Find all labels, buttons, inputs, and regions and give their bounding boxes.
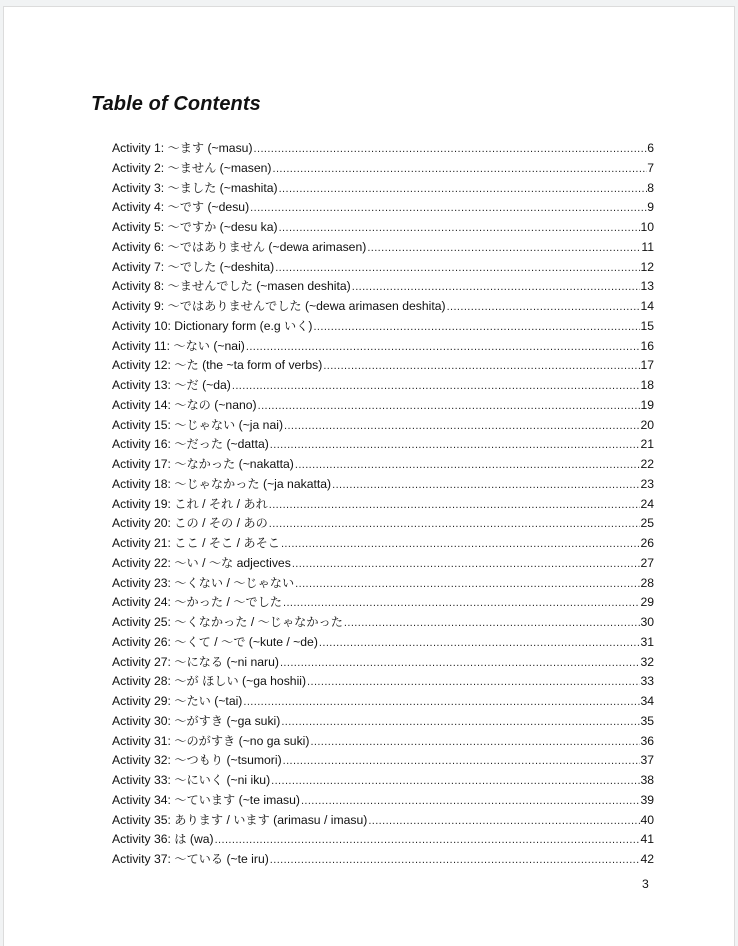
toc-entry-label: Activity 12: ～た (the ~ta form of verbs) — [112, 358, 323, 373]
toc-entry[interactable] — [112, 751, 654, 771]
toc-entry-page: 13 — [640, 279, 654, 294]
toc-entry-label: Activity 21: ここ / そこ / あそこ — [112, 536, 280, 550]
toc-entry-label: Activity 28: ～が ほしい (~ga hoshii) — [112, 674, 307, 689]
toc-entry-page: 41 — [640, 832, 654, 847]
toc-dot-leader — [343, 614, 641, 634]
toc-dot-leader — [300, 792, 641, 812]
toc-entry-page: 12 — [640, 259, 654, 274]
toc-dot-leader — [282, 594, 640, 614]
toc-dot-leader — [446, 298, 641, 318]
toc-entry[interactable] — [112, 218, 654, 238]
document-page — [3, 6, 735, 946]
toc-entry-label: Activity 30: ～がすき (~ga suki) — [112, 713, 281, 728]
toc-entry-page: 36 — [640, 733, 654, 748]
toc-entry-page: 28 — [640, 575, 654, 590]
toc-entry-label: Activity 14: ～なの (~nano) — [112, 397, 257, 412]
toc-entry-label: Activity 5: ～ですか (~desu ka) — [112, 220, 278, 234]
toc-entry-label: Activity 26: ～くて / ～で (~kute / ~de) — [112, 634, 318, 649]
toc-dot-leader — [269, 436, 641, 456]
toc-entry[interactable] — [112, 475, 654, 495]
toc-dot-leader — [318, 634, 641, 654]
toc-entry[interactable] — [112, 277, 654, 297]
toc-entry-label: Activity 9: ～ではありませんでした (~dewa arimasen deshita) — [112, 299, 446, 313]
toc-dot-leader — [272, 160, 648, 180]
toc-entry[interactable] — [112, 672, 654, 692]
toc-entry[interactable] — [112, 159, 654, 179]
toc-dot-leader — [245, 338, 641, 358]
toc-dot-leader — [283, 417, 640, 437]
toc-dot-leader — [306, 673, 640, 693]
toc-entry-page: 14 — [640, 299, 654, 313]
toc-entry-label: Activity 20: この / その / あの — [112, 516, 268, 531]
toc-dot-leader — [269, 851, 641, 871]
toc-entry-page: 20 — [640, 417, 654, 432]
toc-entry-label: Activity 17: ～なかった (~nakatta) — [112, 457, 294, 471]
toc-dot-leader — [367, 812, 640, 832]
toc-dot-leader — [291, 555, 641, 575]
toc-entry-label: Activity 18: ～じゃなかった (~ja nakatta) — [112, 476, 332, 491]
toc-entry-page: 30 — [640, 615, 654, 629]
toc-entry[interactable] — [112, 574, 654, 594]
toc-entry[interactable] — [112, 198, 654, 218]
toc-entry-page: 34 — [640, 694, 654, 708]
toc-dot-leader — [270, 772, 640, 792]
toc-dot-leader — [351, 278, 641, 298]
toc-entry-label: Activity 33: ～にいく (~ni iku) — [112, 773, 271, 787]
toc-entry[interactable] — [112, 593, 654, 613]
toc-entry-label: Activity 34: ～ています (~te imasu) — [112, 792, 300, 807]
toc-entry[interactable] — [112, 356, 654, 376]
toc-entry-page: 17 — [640, 358, 654, 373]
toc-dot-leader — [366, 239, 641, 259]
toc-entry-page: 21 — [640, 437, 654, 452]
toc-entry-label: Activity 31: ～のがすき (~no ga suki) — [112, 733, 310, 748]
toc-entry-label: Activity 16: ～だった (~datta) — [112, 437, 269, 452]
toc-entry-label: Activity 13: ～だ (~da) — [112, 378, 231, 392]
toc-entry-label: Activity 32: ～つもり (~tsumori) — [112, 753, 282, 768]
toc-entry-label: Activity 27: ～になる (~ni naru) — [112, 654, 279, 669]
toc-dot-leader — [278, 219, 641, 239]
toc-entry-label: Activity 4: ～です (~desu) — [112, 200, 250, 215]
toc-dot-leader — [294, 575, 640, 595]
toc-entry-page: 29 — [640, 595, 654, 610]
toc-dot-leader — [312, 318, 640, 338]
toc-dot-leader — [231, 377, 641, 397]
toc-entry-label: Activity 23: ～くない / ～じゃない — [112, 575, 295, 590]
toc-dot-leader — [274, 259, 640, 279]
toc-dot-leader — [268, 515, 641, 535]
toc-entry[interactable] — [112, 850, 654, 870]
toc-entry[interactable] — [112, 376, 654, 396]
toc-entry-page: 40 — [640, 812, 654, 827]
toc-entry-label: Activity 24: ～かった / ～でした — [112, 595, 282, 610]
toc-entry-label: Activity 37: ～ている (~te iru) — [112, 852, 269, 866]
toc-entry[interactable] — [112, 830, 654, 850]
toc-entry[interactable] — [112, 653, 654, 673]
toc-entry-page: 24 — [640, 496, 654, 511]
page-title: Table of Contents — [91, 93, 261, 115]
toc-entry-page: 26 — [640, 536, 654, 550]
toc-entry[interactable] — [112, 179, 654, 199]
toc-entry-page: 32 — [640, 654, 654, 669]
toc-entry-page: 6 — [647, 141, 654, 155]
toc-dot-leader — [294, 456, 641, 476]
toc-dot-leader — [280, 713, 640, 733]
toc-entry-label: Activity 3: ～ました (~mashita) — [112, 180, 278, 195]
toc-entry[interactable] — [112, 692, 654, 712]
toc-entry[interactable] — [112, 317, 654, 337]
toc-entry-label: Activity 22: ～い / ～な adjectives — [112, 555, 291, 570]
toc-dot-leader — [282, 752, 641, 772]
toc-entry-page: 22 — [640, 457, 654, 471]
toc-entry-label: Activity 19: これ / それ / あれ — [112, 496, 268, 511]
toc-entry-page: 8 — [647, 180, 654, 195]
toc-entry-label: Activity 15: ～じゃない (~ja nai) — [112, 417, 284, 432]
toc-entry[interactable] — [112, 455, 654, 475]
table-of-contents — [112, 139, 654, 870]
toc-entry[interactable] — [112, 633, 654, 653]
toc-entry-label: Activity 11: ～ない (~nai) — [112, 338, 245, 353]
toc-entry[interactable] — [112, 139, 654, 159]
toc-entry-page: 35 — [640, 713, 654, 728]
toc-dot-leader — [331, 476, 640, 496]
toc-dot-leader — [214, 831, 641, 851]
toc-entry[interactable] — [112, 771, 654, 791]
toc-entry-label: Activity 36: は (wa) — [112, 832, 214, 847]
toc-entry-label: Activity 7: ～でした (~deshita) — [112, 259, 275, 274]
toc-entry[interactable] — [112, 791, 654, 811]
toc-entry[interactable] — [112, 416, 654, 436]
toc-entry-page: 16 — [640, 338, 654, 353]
toc-entry-label: Activity 25: ～くなかった / ～じゃなかった — [112, 615, 343, 629]
toc-entry-label: Activity 8: ～ませんでした (~masen deshita) — [112, 279, 351, 294]
toc-entry-page: 38 — [640, 773, 654, 787]
toc-dot-leader — [242, 693, 640, 713]
toc-entry-page: 37 — [640, 753, 654, 768]
toc-entry[interactable] — [112, 613, 654, 633]
page-number: 3 — [642, 877, 649, 891]
toc-entry-page: 18 — [640, 378, 654, 392]
toc-entry[interactable] — [112, 337, 654, 357]
toc-dot-leader — [279, 654, 640, 674]
toc-dot-leader — [280, 535, 640, 555]
toc-entry[interactable] — [112, 297, 654, 317]
toc-dot-leader — [257, 397, 641, 417]
toc-entry-page: 42 — [640, 852, 654, 866]
toc-entry[interactable] — [112, 712, 654, 732]
toc-entry-page: 39 — [640, 792, 654, 807]
toc-entry[interactable] — [112, 396, 654, 416]
toc-entry-page: 33 — [640, 674, 654, 689]
toc-entry-page: 9 — [647, 200, 654, 215]
toc-entry-label: Activity 6: ～ではありません (~dewa arimasen) — [112, 239, 367, 254]
toc-entry-page: 7 — [647, 160, 654, 175]
toc-entry-page: 25 — [640, 516, 654, 531]
toc-entry[interactable] — [112, 514, 654, 534]
toc-entry[interactable] — [112, 435, 654, 455]
toc-entry-page: 23 — [640, 476, 654, 491]
toc-dot-leader — [322, 357, 640, 377]
toc-entry[interactable] — [112, 534, 654, 554]
toc-entry-label: Activity 1: ～ます (~masu) — [112, 141, 253, 155]
toc-entry[interactable] — [112, 495, 654, 515]
toc-dot-leader — [249, 199, 647, 219]
toc-entry-label: Activity 29: ～たい (~tai) — [112, 694, 243, 708]
toc-entry-page: 11 — [641, 239, 654, 254]
toc-dot-leader — [253, 140, 648, 160]
toc-entry-label: Activity 35: あります / います (arimasu / imasu) — [112, 812, 368, 827]
toc-dot-leader — [309, 733, 640, 753]
toc-dot-leader — [278, 180, 648, 200]
toc-entry-page: 15 — [640, 318, 654, 333]
toc-entry-label: Activity 2: ～ません (~masen) — [112, 160, 272, 175]
toc-entry[interactable] — [112, 258, 654, 278]
toc-entry[interactable] — [112, 732, 654, 752]
toc-entry-page: 27 — [640, 555, 654, 570]
toc-dot-leader — [268, 496, 641, 516]
toc-entry[interactable] — [112, 238, 654, 258]
toc-entry-page: 31 — [640, 634, 654, 649]
toc-entry-page: 19 — [640, 397, 654, 412]
toc-entry[interactable] — [112, 811, 654, 831]
toc-entry-page: 10 — [640, 220, 654, 234]
toc-entry-label: Activity 10: Dictionary form (e.g いく) — [112, 318, 313, 333]
toc-entry[interactable] — [112, 554, 654, 574]
